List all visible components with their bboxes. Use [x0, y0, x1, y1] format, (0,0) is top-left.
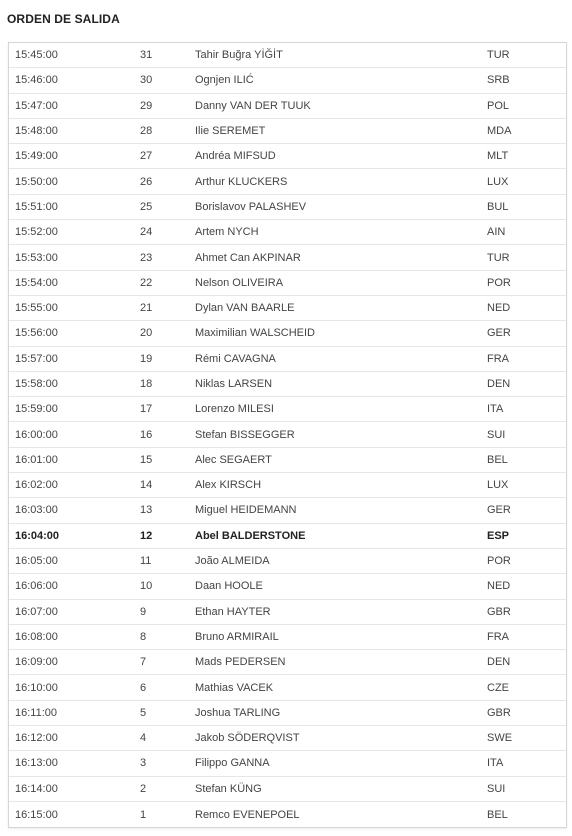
rider-number-cell: 22 — [140, 276, 153, 289]
rider-name-cell: Remco EVENEPOEL — [195, 808, 300, 821]
table-row — [9, 397, 566, 422]
rider-number-cell: 14 — [140, 479, 153, 492]
rider-name-cell: Miguel HEIDEMANN — [195, 504, 297, 517]
table-row — [9, 574, 566, 599]
table-row — [9, 549, 566, 574]
rider-name-cell: Ahmet Can AKPINAR — [195, 251, 301, 264]
rider-name-cell: Andréa MIFSUD — [195, 150, 276, 163]
rider-name-cell: Ethan HAYTER — [195, 605, 271, 618]
start-time-cell: 16:10:00 — [15, 681, 58, 694]
table-row — [9, 448, 566, 473]
country-code-cell: ITA — [487, 757, 504, 770]
country-code-cell: BEL — [487, 453, 508, 466]
country-code-cell: SUI — [487, 782, 506, 795]
table-row — [9, 296, 566, 321]
country-code-cell: MLT — [487, 150, 509, 163]
country-code-cell: GER — [487, 504, 511, 517]
start-time-cell: 16:00:00 — [15, 428, 58, 441]
table-row — [9, 600, 566, 625]
start-time-cell: 16:02:00 — [15, 479, 58, 492]
table-row — [9, 524, 566, 549]
country-code-cell: FRA — [487, 352, 509, 365]
country-code-cell: GER — [487, 327, 511, 340]
table-row — [9, 726, 566, 751]
start-time-cell: 16:15:00 — [15, 808, 58, 821]
start-time-cell: 15:54:00 — [15, 276, 58, 289]
rider-name-cell: Niklas LARSEN — [195, 378, 273, 390]
start-time-cell: 15:45:00 — [15, 49, 58, 62]
country-code-cell: POL — [487, 99, 510, 112]
table-row — [9, 372, 566, 397]
rider-name-cell: Nelson OLIVEIRA — [195, 276, 284, 289]
start-time-cell: 16:06:00 — [15, 580, 58, 593]
rider-number-cell: 21 — [140, 302, 153, 315]
country-code-cell: LUX — [487, 175, 509, 188]
country-code-cell: LUX — [487, 479, 509, 492]
table-row — [9, 94, 566, 119]
table-row — [9, 473, 566, 498]
country-code-cell: TUR — [487, 49, 510, 62]
country-code-cell: FRA — [487, 630, 509, 643]
country-code-cell: BUL — [487, 200, 509, 213]
table-row — [9, 220, 566, 245]
start-time-cell: 15:47:00 — [15, 99, 58, 112]
rider-number-cell: 12 — [140, 529, 153, 542]
start-time-cell: 15:49:00 — [15, 150, 58, 163]
rider-number-cell: 3 — [140, 757, 147, 770]
rider-name-cell: João ALMEIDA — [195, 555, 270, 568]
table-row — [9, 650, 566, 675]
rider-name-cell: Bruno ARMIRAIL — [195, 630, 279, 643]
country-code-cell: ESP — [487, 529, 510, 542]
country-code-cell: DEN — [487, 378, 511, 390]
start-time-cell: 15:46:00 — [15, 74, 58, 87]
rider-name-cell: Tahir Buğra YİĞİT — [195, 49, 283, 62]
rider-name-cell: Stefan BISSEGGER — [195, 428, 295, 441]
start-time-cell: 16:01:00 — [15, 453, 58, 466]
rider-number-cell: 8 — [140, 630, 147, 643]
start-time-cell: 15:58:00 — [15, 378, 58, 390]
rider-number-cell: 29 — [140, 99, 153, 112]
country-code-cell: TUR — [487, 251, 510, 264]
country-code-cell: MDA — [487, 125, 512, 138]
start-time-cell: 16:11:00 — [15, 706, 58, 719]
table-row — [9, 68, 566, 93]
start-time-cell: 16:14:00 — [15, 782, 58, 795]
rider-name-cell: Mads PEDERSEN — [195, 656, 286, 669]
table-row — [9, 498, 566, 523]
rider-name-cell: Alec SEGAERT — [195, 453, 272, 466]
country-code-cell: POR — [487, 276, 511, 289]
country-code-cell: AIN — [487, 226, 506, 239]
table-row — [9, 422, 566, 447]
table-row — [9, 347, 566, 372]
rider-name-cell: Ognjen ILIĆ — [195, 74, 254, 87]
table-row — [9, 271, 566, 296]
start-list-table — [8, 42, 567, 828]
start-time-cell: 15:51:00 — [15, 200, 58, 213]
rider-name-cell: Ilie SEREMET — [195, 125, 266, 138]
country-code-cell: GBR — [487, 605, 511, 618]
country-code-cell: GBR — [487, 706, 511, 719]
start-time-cell: 15:59:00 — [15, 403, 58, 416]
country-code-cell: DEN — [487, 656, 511, 669]
rider-number-cell: 2 — [140, 782, 147, 795]
rider-number-cell: 5 — [140, 706, 147, 719]
table-row — [9, 43, 566, 68]
start-time-cell: 15:55:00 — [15, 302, 58, 315]
rider-number-cell: 26 — [140, 175, 153, 188]
table-row — [9, 625, 566, 650]
rider-name-cell: Borislavov PALASHEV — [195, 200, 307, 213]
rider-number-cell: 10 — [140, 580, 153, 593]
rider-number-cell: 23 — [140, 251, 153, 264]
rider-number-cell: 16 — [140, 428, 153, 441]
rider-name-cell: Danny VAN DER TUUK — [195, 99, 311, 112]
start-time-cell: 16:07:00 — [15, 605, 58, 618]
rider-name-cell: Lorenzo MILESI — [195, 403, 274, 416]
rider-number-cell: 28 — [140, 125, 153, 138]
rider-number-cell: 13 — [140, 504, 153, 517]
rider-number-cell: 19 — [140, 352, 153, 365]
rider-number-cell: 18 — [140, 378, 153, 390]
rider-name-cell: Stefan KÜNG — [195, 782, 262, 795]
country-code-cell: SWE — [487, 732, 513, 745]
rider-number-cell: 27 — [140, 150, 153, 163]
rider-number-cell: 30 — [140, 74, 153, 87]
country-code-cell: POR — [487, 555, 511, 568]
start-time-cell: 16:04:00 — [15, 529, 60, 542]
table-row — [9, 144, 566, 169]
rider-number-cell: 7 — [140, 656, 147, 669]
table-row — [9, 777, 566, 802]
rider-name-cell: Filippo GANNA — [195, 757, 270, 770]
rider-name-cell: Joshua TARLING — [195, 706, 281, 719]
start-time-cell: 16:05:00 — [15, 555, 58, 568]
country-code-cell: NED — [487, 580, 511, 593]
rider-name-cell: Jakob SÖDERQVIST — [195, 732, 300, 745]
rider-number-cell: 6 — [140, 681, 147, 694]
table-row — [9, 245, 566, 270]
table-row — [9, 169, 566, 194]
country-code-cell: SRB — [487, 74, 510, 87]
rider-number-cell: 25 — [140, 200, 153, 213]
start-time-cell: 16:09:00 — [15, 656, 58, 669]
rider-name-cell: Rémi CAVAGNA — [195, 352, 276, 365]
rider-name-cell: Arthur KLUCKERS — [195, 175, 288, 188]
start-time-cell: 15:57:00 — [15, 352, 58, 365]
rider-number-cell: 9 — [140, 605, 147, 618]
table-row — [9, 119, 566, 144]
rider-number-cell: 11 — [140, 555, 152, 568]
rider-number-cell: 24 — [140, 226, 153, 239]
start-time-cell: 16:08:00 — [15, 630, 58, 643]
rider-name-cell: Dylan VAN BAARLE — [195, 302, 295, 315]
table-row — [9, 321, 566, 346]
page-title: ORDEN DE SALIDA — [7, 12, 120, 26]
table-row — [9, 701, 566, 726]
country-code-cell: SUI — [487, 428, 506, 441]
country-code-cell: BEL — [487, 808, 508, 821]
start-time-cell: 16:13:00 — [15, 757, 58, 770]
table-row — [9, 675, 566, 700]
rider-name-cell: Alex KIRSCH — [195, 479, 262, 492]
rider-number-cell: 1 — [140, 808, 147, 821]
start-time-cell: 16:12:00 — [15, 732, 58, 745]
table-row — [9, 195, 566, 220]
country-code-cell: ITA — [487, 403, 504, 416]
rider-name-cell: Mathias VACEK — [195, 681, 274, 694]
table-row — [9, 802, 566, 827]
rider-number-cell: 17 — [140, 403, 153, 416]
table-row — [9, 751, 566, 776]
rider-number-cell: 15 — [140, 453, 153, 466]
start-time-cell: 15:53:00 — [15, 251, 58, 264]
start-time-cell: 15:52:00 — [15, 226, 58, 239]
rider-name-cell: Maximilian WALSCHEID — [195, 327, 316, 340]
rider-name-cell: Daan HOOLE — [195, 580, 263, 593]
country-code-cell: NED — [487, 302, 511, 315]
rider-number-cell: 4 — [140, 732, 147, 745]
rider-number-cell: 31 — [140, 49, 153, 62]
rider-number-cell: 20 — [140, 327, 153, 340]
country-code-cell: CZE — [487, 681, 509, 694]
start-time-cell: 15:50:00 — [15, 175, 58, 188]
rider-name-cell: Abel BALDERSTONE — [195, 529, 306, 542]
rider-name-cell: Artem NYCH — [195, 226, 259, 239]
start-time-cell: 15:56:00 — [15, 327, 58, 340]
start-time-cell: 15:48:00 — [15, 125, 58, 138]
start-time-cell: 16:03:00 — [15, 504, 58, 517]
